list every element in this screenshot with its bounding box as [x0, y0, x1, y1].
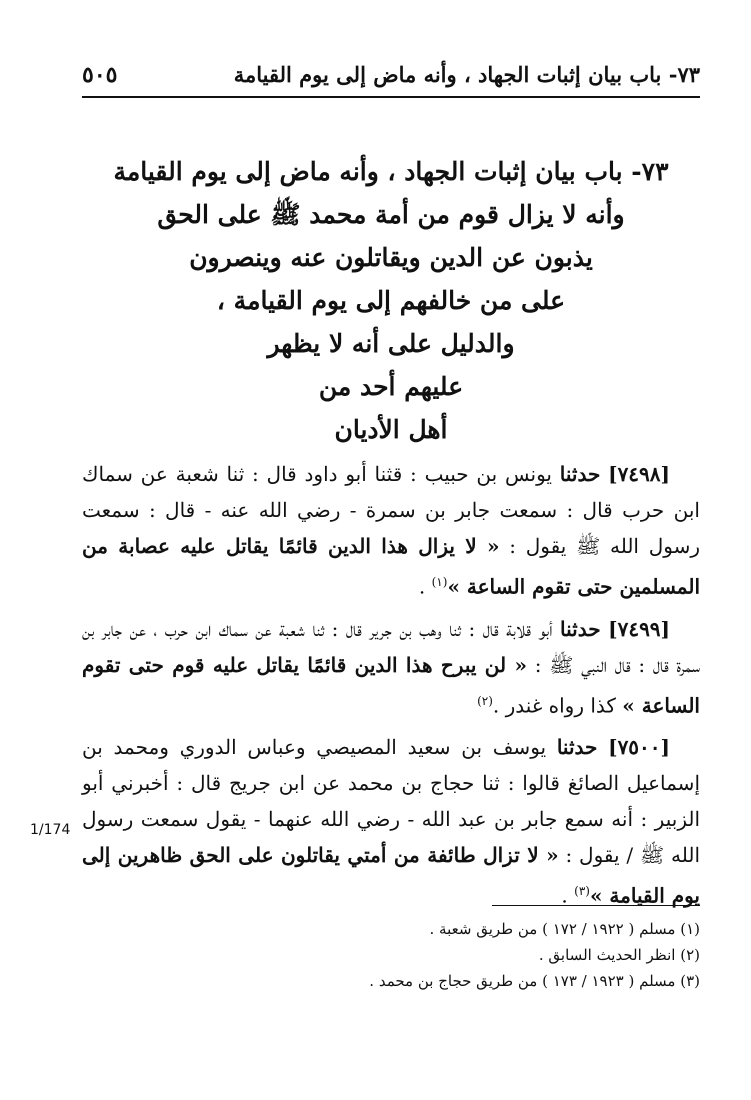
footnote: (١) مسلم ( ١٩٢٢ / ١٧٢ ) من طريق شعبة .	[429, 920, 700, 938]
hadith-isnad: يونس بن حبيب : قثنا أبو داود قال : ثنا شعبة عن سماك ابن حرب قال : سمعت جابر بن سمرة - رضي الله عنه - قال : سمعت رسول الله ﷺ يقول :	[82, 462, 700, 558]
chapter-heading-line: عليهم أحد من	[318, 372, 464, 401]
running-title: ٧٣- باب بيان إثبات الجهاد ، وأنه ماض إلى يوم القيامة	[233, 62, 700, 87]
hadith-lead: حدثنا	[559, 462, 601, 486]
chapter-heading-line: يذبون عن الدين ويقاتلون عنه وينصرون	[189, 243, 593, 272]
hadith-matn: « لن يبرح هذا الدين قائمًا يقاتل عليه قوم حتى تقوم الساعة »	[82, 652, 700, 718]
footnote-rule	[492, 905, 700, 906]
chapter-heading-line: ٧٣- باب بيان إثبات الجهاد ، وأنه ماض إلى يوم القيامة	[113, 157, 669, 186]
hadith-body	[82, 456, 700, 920]
footnote: (٢) انظر الحديث السابق .	[538, 946, 700, 964]
chapter-heading-line: أهل الأديان	[334, 415, 448, 444]
page-number: ٥٠٥	[82, 62, 118, 88]
hadith-isnad: يوسف بن سعيد المصيصي وعباس الدوري ومحمد بن إسماعيل الصائغ قالوا : ثنا حجاج بن محمد عن ابن جريج قال : أخبرني أبو الزبير : أنه سمع جابر بن عبد الله - رضي الله عنهما - يقول سمعت رسول الله ﷺ / يقول :	[82, 735, 701, 868]
header-rule	[82, 96, 700, 98]
chapter-heading-line: على من خالفهم إلى يوم القيامة ،	[216, 286, 566, 315]
hadith-isnad: أبو قلابة قال : ثنا وهب بن جرير قال : ثنا شعبة عن سماك ابن حرب ، عن جابر بن سمرة قال : قال النبي ﷺ :	[82, 616, 700, 677]
hadith-tail: .	[561, 883, 568, 908]
hadith-paragraph	[82, 456, 700, 605]
hadith-number: [٧٥٠٠]	[608, 735, 670, 760]
hadith-lead: حدثنا	[556, 735, 598, 760]
footnote: (٣) مسلم ( ١٩٢٣ / ١٧٣ ) من طريق حجاج بن محمد .	[369, 972, 700, 990]
hadith-tail: .	[418, 574, 426, 599]
footnotes	[82, 916, 700, 994]
chapter-heading	[82, 150, 700, 451]
chapter-heading-line: وأنه لا يزال قوم من أمة محمد ﷺ على الحق	[157, 200, 625, 229]
running-header	[82, 52, 700, 92]
hadith-matn: « لا تزال طائفة من أمتي يقاتلون على الحق ظاهرين إلى يوم القيامة »	[82, 843, 700, 908]
hadith-lead: حدثنا	[560, 616, 601, 641]
hadith-paragraph	[82, 611, 700, 724]
footnote-mark: (٣)	[574, 884, 590, 899]
footnote-mark: (٢)	[477, 693, 493, 708]
chapter-heading-line: والدليل على أنه لا يظهر	[267, 329, 515, 358]
hadith-number: [٧٤٩٩]	[608, 616, 671, 641]
footnote-mark: (١)	[431, 575, 448, 589]
hadith-paragraph	[82, 729, 700, 914]
hadith-number: [٧٤٩٨]	[608, 462, 670, 486]
hadith-tail: كذا رواه غندر .	[492, 693, 616, 718]
hadith-matn: « لا يزال هذا الدين قائمًا يقاتل عليه عصابة من المسلمين حتى تقوم الساعة »	[82, 534, 700, 599]
margin-reference: 1/174	[30, 822, 71, 838]
